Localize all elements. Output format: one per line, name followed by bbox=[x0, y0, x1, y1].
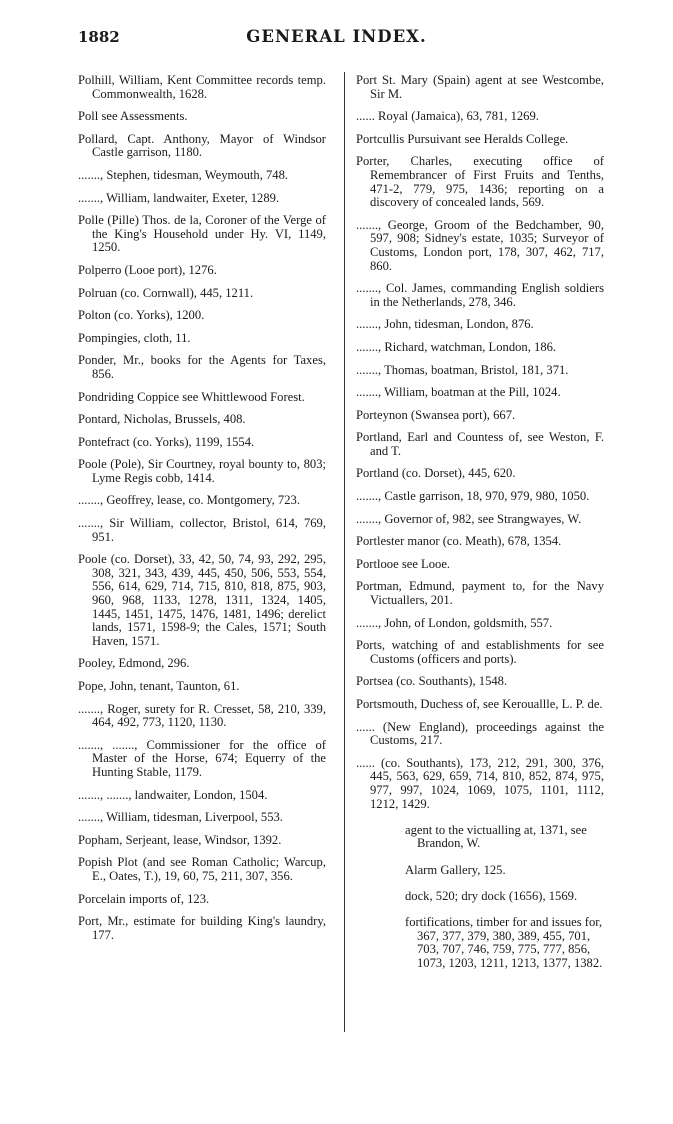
index-subentry: Alarm Gallery, 125. bbox=[405, 862, 506, 877]
index-entry: ......., ......., Commissioner for the office of Master of the Horse, 674; Equerry of the Hunting Stable, 1179. bbox=[78, 737, 326, 779]
index-entry: Portcullis Pursuivant see Heralds College. bbox=[356, 131, 569, 146]
index-entry: ......., Richard, watchman, London, 186. bbox=[356, 339, 557, 354]
index-entry: ...... (co. Southants), 173, 212, 291, 300, 376, 445, 563, 629, 659, 714, 810, 852, 874, 975, 977, 997, 1024, 1069, 1075, 1101, 1112, 1212, 1429. bbox=[356, 755, 604, 811]
index-entry: ......., Castle garrison, 18, 970, 979, 980, 1050. bbox=[356, 489, 590, 504]
page-number: 1882 bbox=[78, 28, 120, 46]
index-entry: ...... Royal (Jamaica), 63, 781, 1269. bbox=[356, 109, 539, 124]
index-subentry: dock, 520; dry dock (1656), 1569. bbox=[405, 888, 578, 903]
index-entry: Ponder, Mr., books for the Agents for Taxes, 856. bbox=[78, 353, 326, 381]
index-entry: Pontard, Nicholas, Brussels, 408. bbox=[78, 412, 246, 427]
index-entry: Polruan (co. Cornwall), 445, 1211. bbox=[78, 285, 254, 300]
index-entry: ......., ......., landwaiter, London, 1504. bbox=[78, 787, 268, 802]
index-entry: Porteynon (Swansea port), 667. bbox=[356, 407, 516, 422]
index-entry: ......., Stephen, tidesman, Weymouth, 748. bbox=[78, 167, 289, 182]
index-entry: Pooley, Edmond, 296. bbox=[78, 656, 190, 671]
index-subentry: agent to the victualling at, 1371, see Brandon, W. bbox=[405, 822, 587, 851]
index-entry: Poole (co. Dorset), 33, 42, 50, 74, 93, 292, 295, 308, 321, 343, 439, 445, 450, 506, 553, 554, 556, 614, 629, 714, 715, 810, 818, 875, 903, 960, 968, 1133, 1278, 1311, 1324, 1405, 1445, 1451, 1475, 1476, 1481, 1496; derelict lands, 1571, 1598-9; the Cales, 1571; South Haven, 1571. bbox=[78, 552, 326, 648]
index-entry: Porcelain imports of, 123. bbox=[78, 891, 210, 906]
index-entry: Popish Plot (and see Roman Catholic; Warcup, E., Oates, T.), 19, 60, 75, 211, 307, 356. bbox=[78, 855, 326, 883]
index-entry: Poll see Assessments. bbox=[78, 109, 188, 124]
index-entry: ......., George, Groom of the Bedchamber, 90, 597, 908; Sidney's estate, 1035; Surveyor of Customs, London port, 178, 307, 462, 717, 860. bbox=[356, 217, 604, 273]
index-entry: ......., Roger, surety for R. Cresset, 58, 210, 339, 464, 492, 773, 1120, 1130. bbox=[78, 701, 326, 730]
index-entry: ......., John, tidesman, London, 876. bbox=[356, 317, 534, 332]
index-entry: ...... (New England), proceedings against the Customs, 217. bbox=[356, 719, 604, 748]
index-entry: Pondriding Coppice see Whittlewood Forest. bbox=[78, 389, 305, 404]
index-entry: ......., John, of London, goldsmith, 557. bbox=[356, 615, 553, 630]
index-entry: Ports, watching of and establishments for see Customs (officers and ports). bbox=[356, 638, 604, 666]
index-entry: ......., Governor of, 982, see Strangwayes, W. bbox=[356, 511, 582, 526]
index-entry: ......., Thomas, boatman, Bristol, 181, 371. bbox=[356, 362, 569, 377]
index-entry: ......., William, landwaiter, Exeter, 1289. bbox=[78, 190, 280, 205]
index-entry: ......., William, boatman at the Pill, 1024. bbox=[356, 385, 561, 400]
index-entry: Porter, Charles, executing office of Remembrancer of First Fruits and Tenths, 471-2, 779, 975, 1436; reporting on a discovery of concealed lands, 569. bbox=[356, 154, 604, 210]
index-entry: Port St. Mary (Spain) agent at see Westcombe, Sir M. bbox=[356, 73, 604, 101]
index-entry: Polle (Pille) Thos. de la, Coroner of the Verge of the King's Household under Hy. VI, 1149, 1250. bbox=[78, 213, 326, 255]
index-entry: ......., Sir William, collector, Bristol, 614, 769, 951. bbox=[78, 516, 326, 544]
left-column bbox=[78, 74, 326, 951]
index-entry: ......., Geoffrey, lease, co. Montgomery, 723. bbox=[78, 493, 300, 508]
index-entry: Poole (Pole), Sir Courtney, royal bounty to, 803; Lyme Regis cobb, 1414. bbox=[78, 457, 326, 485]
right-column bbox=[356, 74, 604, 972]
index-entry: Pollard, Capt. Anthony, Mayor of Windsor Castle garrison, 1180. bbox=[78, 131, 326, 160]
index-entry: Port, Mr., estimate for building King's laundry, 177. bbox=[78, 914, 326, 942]
index-entry: Portsmouth, Duchess of, see Kerouallle, L. P. de. bbox=[356, 697, 603, 711]
index-entry: Portland, Earl and Countess of, see Weston, F. and T. bbox=[356, 430, 604, 458]
index-entry: Portlester manor (co. Meath), 678, 1354. bbox=[356, 534, 562, 549]
index-entry: Polperro (Looe port), 1276. bbox=[78, 262, 217, 277]
column-divider bbox=[344, 72, 345, 1032]
index-entry: Popham, Serjeant, lease, Windsor, 1392. bbox=[78, 832, 282, 847]
index-entry: Pope, John, tenant, Taunton, 61. bbox=[78, 679, 240, 693]
index-entry: ......., William, tidesman, Liverpool, 553. bbox=[78, 810, 283, 825]
index-entry: Polhill, William, Kent Committee records temp. Commonwealth, 1628. bbox=[78, 73, 326, 101]
index-entry: Polton (co. Yorks), 1200. bbox=[78, 308, 205, 323]
index-entry: Portsea (co. Southants), 1548. bbox=[356, 674, 508, 689]
index-entry: Portman, Edmund, payment to, for the Navy Victuallers, 201. bbox=[356, 579, 604, 608]
index-entry: Pontefract (co. Yorks), 1199, 1554. bbox=[78, 434, 255, 449]
index-entry: Pompingies, cloth, 11. bbox=[78, 330, 191, 345]
index-entry: ......., Col. James, commanding English soldiers in the Netherlands, 278, 346. bbox=[356, 281, 604, 309]
index-entry: Portland (co. Dorset), 445, 620. bbox=[356, 466, 516, 481]
index-entry: Portlooe see Looe. bbox=[356, 556, 451, 571]
index-subentry: fortifications, timber for and issues for, 367, 377, 379, 380, 389, 455, 701, 703, 707, 746, 759, 775, 777, 856, 1073, 1203, 1211, 1213, 1377, 1382. bbox=[405, 914, 603, 970]
page-title: GENERAL INDEX. bbox=[246, 27, 427, 46]
